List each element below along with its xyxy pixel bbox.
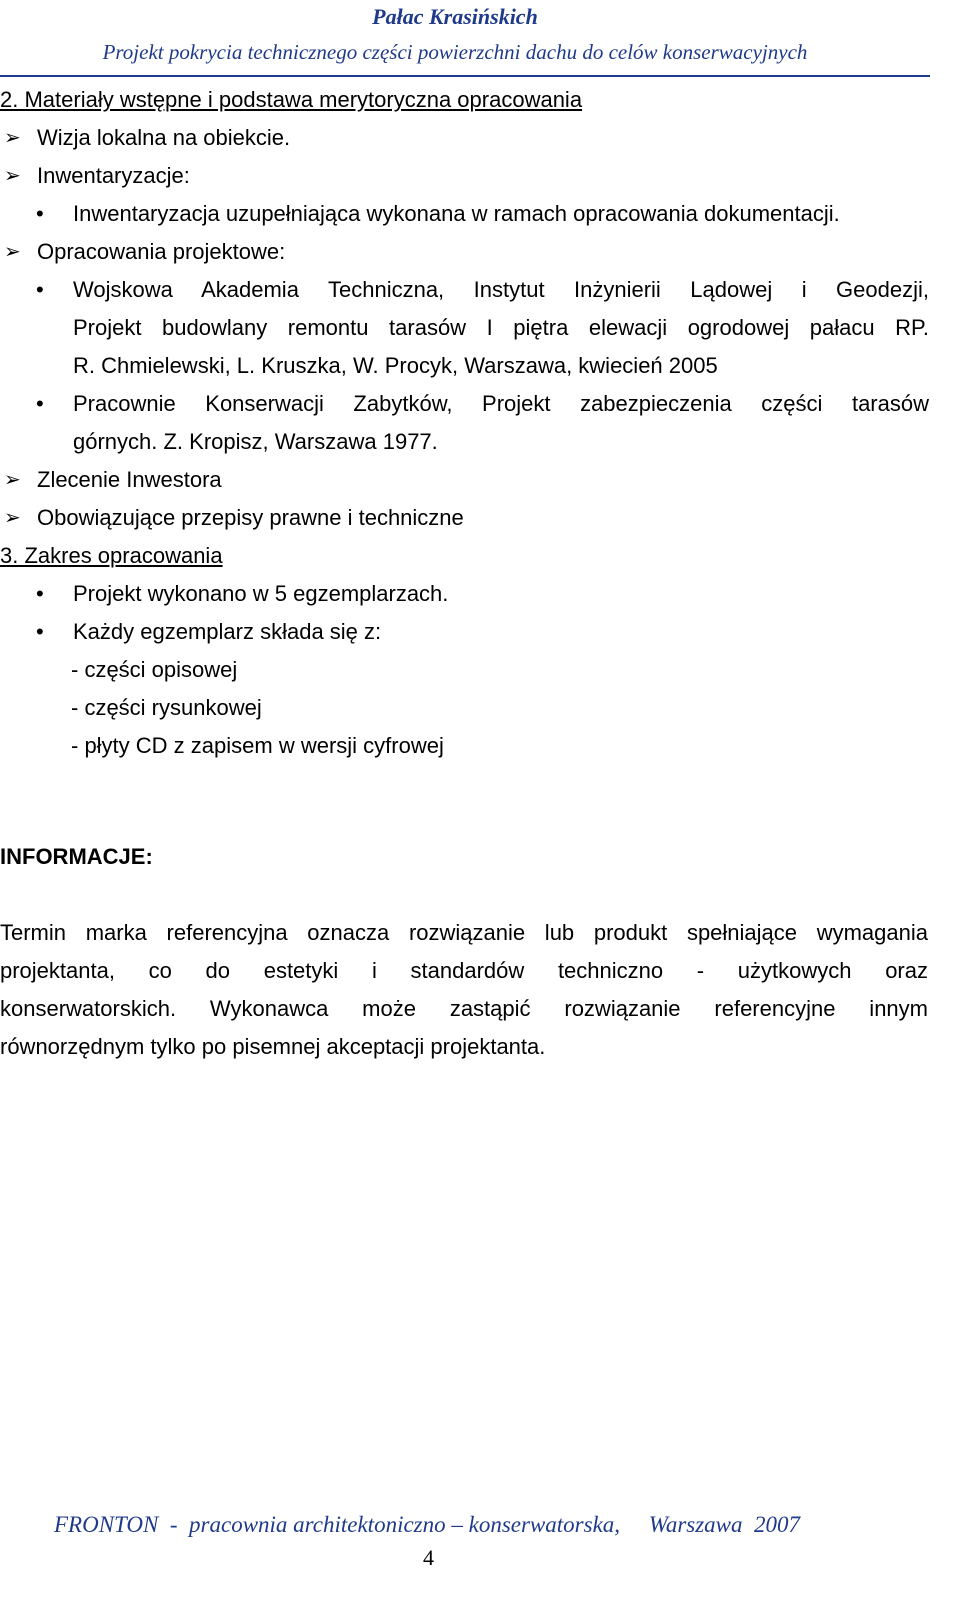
sub-list-item: - płyty CD z zapisem w wersji cyfrowej xyxy=(71,733,444,758)
list-item-continuation xyxy=(0,309,930,347)
arrow-bullet-icon: ➢ xyxy=(4,127,21,149)
info-heading: INFORMACJE: xyxy=(0,844,153,869)
round-bullet-icon: • xyxy=(36,391,44,416)
list-item-text: Projekt budowlany remontu tarasów I piętra elewacji ogrodowej pałacu RP. xyxy=(73,315,929,340)
list-item-text: Każdy egzemplarz składa się z: xyxy=(73,619,382,644)
list-item-text: Projekt wykonano w 5 egzemplarzach. xyxy=(73,581,449,606)
section-3-heading: 3. Zakres opracowania xyxy=(0,543,223,568)
list-item-text: Opracowania projektowe: xyxy=(37,239,286,264)
list-item xyxy=(0,575,930,613)
list-item-text: Inwentaryzacja uzupełniająca wykonana w ramach opracowania dokumentacji. xyxy=(73,201,840,226)
page-footer: FRONTON - pracownia architektoniczno – konserwatorska, Warszawa 2007 xyxy=(54,1512,801,1537)
arrow-bullet-icon: ➢ xyxy=(4,469,21,491)
round-bullet-icon: • xyxy=(36,581,44,606)
page-number: 4 xyxy=(423,1545,434,1570)
list-item xyxy=(0,271,930,309)
header-subtitle: Projekt pokrycia technicznego części powierzchni dachu do celów konserwacyjnych xyxy=(102,40,808,64)
round-bullet-icon: • xyxy=(36,277,44,302)
round-bullet-icon: • xyxy=(36,619,44,644)
sub-list-item: - części rysunkowej xyxy=(71,695,262,720)
list-item-text: Wizja lokalna na obiekcie. xyxy=(37,125,291,150)
list-item-text: Zlecenie Inwestora xyxy=(37,467,222,492)
list-item xyxy=(0,499,930,537)
info-paragraph-line: projektanta, co do estetyki i standardów techniczno - użytkowych oraz xyxy=(0,958,928,983)
header-title: Pałac Krasińskich xyxy=(372,4,538,29)
info-paragraph-line: równorzędnym tylko po pisemnej akceptacji projektanta. xyxy=(0,1034,546,1059)
list-item xyxy=(0,195,930,233)
sub-list-item: - części opisowej xyxy=(71,657,238,682)
list-item xyxy=(0,613,930,651)
info-paragraph-line: Termin marka referencyjna oznacza rozwiązanie lub produkt spełniające wymagania xyxy=(0,920,928,945)
section-2-heading: 2. Materiały wstępne i podstawa merytoryczna opracowania xyxy=(0,87,583,112)
list-item-text: Pracownie Konserwacji Zabytków, Projekt zabezpieczenia części tarasów xyxy=(73,391,929,416)
round-bullet-icon: • xyxy=(36,201,44,226)
arrow-bullet-icon: ➢ xyxy=(4,507,21,529)
list-item xyxy=(0,461,930,499)
list-item xyxy=(0,157,930,195)
list-item-text: Inwentaryzacje: xyxy=(37,163,190,188)
header-divider xyxy=(0,75,930,77)
list-item-continuation: R. Chmielewski, L. Kruszka, W. Procyk, Warszawa, kwiecień 2005 xyxy=(73,353,718,378)
arrow-bullet-icon: ➢ xyxy=(4,165,21,187)
list-item xyxy=(0,233,930,271)
arrow-bullet-icon: ➢ xyxy=(4,241,21,263)
info-paragraph-line: konserwatorskich. Wykonawca może zastąpić rozwiązanie referencyjne innym xyxy=(0,996,928,1021)
list-item-text: Wojskowa Akademia Techniczna, Instytut Inżynierii Lądowej i Geodezji, xyxy=(73,277,929,302)
list-item-continuation: górnych. Z. Kropisz, Warszawa 1977. xyxy=(73,429,438,454)
list-item xyxy=(0,119,930,157)
list-item-text: Obowiązujące przepisy prawne i techniczne xyxy=(37,505,464,530)
list-item xyxy=(0,385,930,423)
